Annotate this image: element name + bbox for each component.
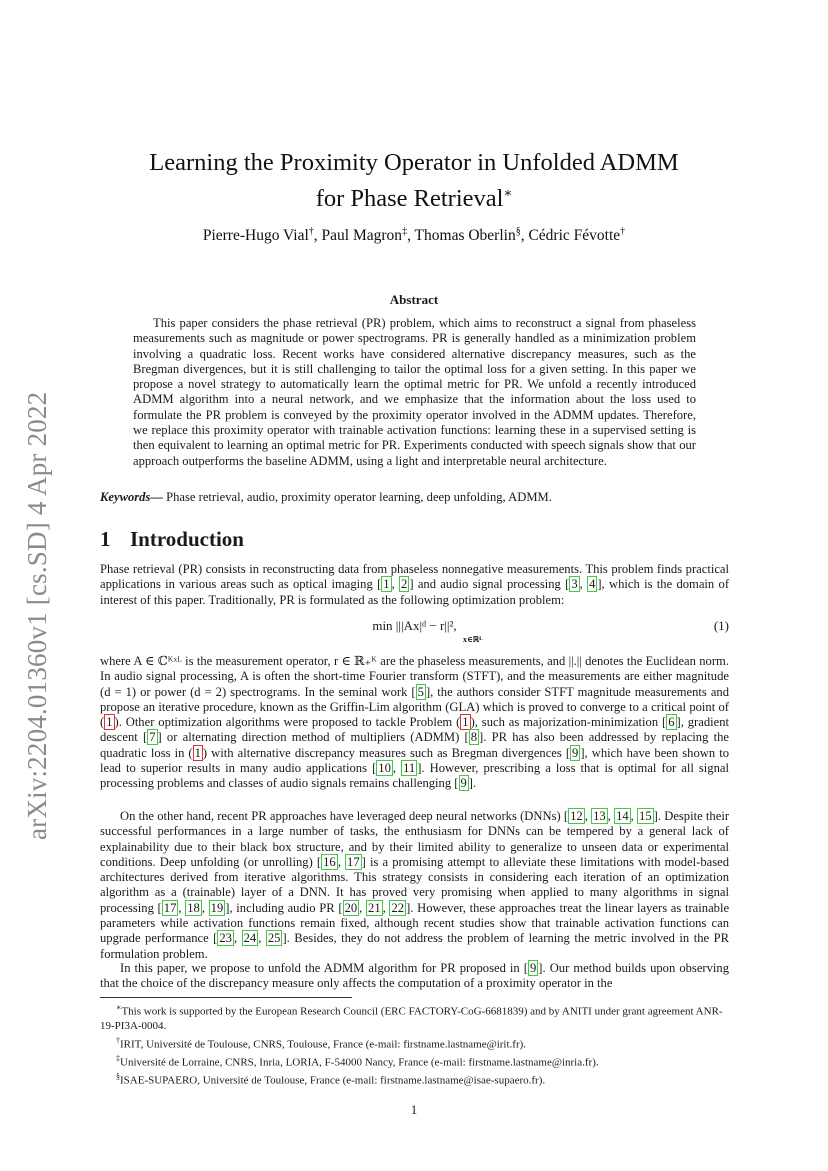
paragraph-text: , — [391, 577, 400, 592]
footnote — [100, 1034, 729, 1052]
paragraph-text: , — [579, 577, 588, 592]
author-list — [100, 226, 728, 245]
paragraph-text: ] is a promising attempt to alleviate these limitations with model-based architectures derived from iterative algorithms. This strategy consists in considering each iteration of an optimization algorithm as a (trainable) layer of a DNN. It has proved very promising when applied to many algorithms in signal processing [ — [100, 854, 729, 915]
author-name: Thomas Oberlin — [414, 227, 516, 245]
footnote — [100, 1001, 729, 1034]
paragraph-text: ), such as majorization-minimization [ — [470, 715, 667, 730]
keywords-line — [100, 490, 728, 505]
abstract-text: This paper considers the phase retrieval (PR) problem, which aims to reconstruct a signal from phaseless measurements such as magnitude or power spectrograms. PR is generally handled as a minimization problem involving a quadratic loss. Recent works have considered alternative discrepancy measures, such as the Bregman divergences, but it is still challenging to tailor the optimal loss for a given setting. In this paper we propose a novel strategy to automatically learn the optimal metric for PR. We unfold a recently introduced ADMM algorithm into a neural network, and we emphasize that the information about the loss used to formulate the PR problem is conveyed by the proximity operator involved in the ADMM updates. Therefore, we replace this proximity operator with trainable activation functions: learning these in a supervised setting is then equivalent to learning an optimal metric for PR. Experiments conducted with speech signals show that our approach outperforms the baseline ADMM, using a light and interpretable neural architecture. — [133, 316, 696, 468]
equation-1 — [100, 616, 729, 646]
paragraph-text: , — [201, 900, 209, 915]
footnote-mark: ‡ — [116, 1053, 120, 1063]
author-affiliation-mark[interactable]: ‡ — [402, 226, 408, 237]
paragraph-text: ] or alternating direction method of multipliers (ADMM) [ — [157, 730, 469, 745]
paragraph-text: ], including audio PR [ — [225, 900, 343, 915]
paragraph-text: ], which have been shown to lead to superior results in many audio applications [ — [100, 745, 729, 776]
footnote-rule — [100, 997, 352, 998]
citation-link[interactable]: 23 — [219, 931, 232, 946]
paragraph-text: ], the authors consider STFT magnitude measurements and propose an iterative procedure, known as the Griffin-Lim algorithm (GLA) which is proved to converge to a critical point of ( — [100, 684, 729, 730]
intro-paragraph-4 — [100, 961, 729, 992]
citation-link[interactable]: 13 — [593, 809, 606, 823]
citation-link[interactable]: 17 — [347, 854, 360, 869]
arxiv-identifier-stamp[interactable]: arXiv:2204.01360v1 [cs.SD] 4 Apr 2022 — [22, 391, 52, 840]
paragraph-text: , — [607, 809, 615, 823]
equation-reference-link[interactable]: 1 — [194, 745, 201, 760]
equation-reference-link[interactable]: 1 — [462, 715, 469, 730]
citation-link[interactable]: 19 — [210, 900, 224, 915]
citation-link[interactable]: 9 — [460, 776, 467, 791]
keywords-text: Phase retrieval, audio, proximity operator learning, deep unfolding, ADMM. — [162, 490, 552, 504]
paragraph-text: ]. Despite their successful performances in a large number of tasks, the enthusiasm for DNNs can be tempered by a general lack of explainability due to their black box structure, and by their limited ability to generalize to unseen data or experimental conditions. Deep unfolding (or unrolling) [ — [100, 809, 730, 869]
author-name: Pierre-Hugo Vial — [202, 227, 309, 245]
paragraph-text: On the other hand, recent PR approaches have leveraged deep neural networks (DNNs) [ — [120, 809, 569, 823]
equation-reference-link[interactable]: 1 — [106, 715, 113, 730]
author-separator: , — [313, 227, 322, 245]
citation-link[interactable]: 22 — [391, 900, 405, 915]
footnote — [100, 1052, 729, 1070]
paragraph-text: , — [392, 761, 402, 776]
footnote-mark: † — [116, 1035, 120, 1045]
paragraph-text: ]. Our method builds upon observing that the choice of the discrepancy measure only affects the computation of a proximity operator in the — [100, 961, 729, 991]
author-affiliation-mark[interactable]: † — [308, 226, 314, 237]
equation-body: min |||Ax|ᵈ − r||², — [372, 618, 457, 633]
citation-link[interactable]: 18 — [187, 900, 200, 915]
section-heading — [100, 527, 244, 552]
author-name: Paul Magron — [321, 227, 403, 245]
paragraph-text: ]. PR has also been addressed by replacing the quadratic loss in ( — [100, 730, 730, 760]
paragraph-text: , — [233, 931, 242, 946]
author-separator: , — [407, 227, 415, 245]
paragraph-text: In this paper, we propose to unfold the ADMM algorithm for PR proposed in [ — [120, 961, 528, 975]
paragraph-text: , — [178, 900, 186, 915]
paragraph-text: ]. Besides, they do not address the problem of learning the metric involved in the PR formulation problem. — [100, 931, 730, 961]
title-line-2-text: for Phase Retrieval — [315, 185, 504, 213]
citation-link[interactable]: 9 — [572, 745, 579, 760]
citation-link[interactable]: 10 — [378, 761, 391, 776]
citation-link[interactable]: 5 — [417, 684, 424, 699]
footnote-mark: § — [116, 1071, 120, 1081]
footnote-text: Université de Lorraine, CNRS, Inria, LORIA, F-54000 Nancy, France (e-mail: firstname.lastname@inria.fr). — [120, 1056, 599, 1069]
paragraph-text: where A ∈ ℂᴷˣᴸ is the measurement operator, r ∈ ℝ₊ᴷ are the phaseless measurements, and ||.|| denotes the Euclidean norm. In audio signal processing, A is often the short-time Fourier transform (STFT), and the measurements are either magnitude (d = 1) or power (d = 2) spectrograms. In the seminal work [ — [100, 654, 729, 699]
paragraph-text: ] and audio signal processing [ — [409, 577, 570, 592]
citation-link[interactable]: 4 — [589, 577, 596, 592]
paragraph-text: , — [359, 900, 367, 915]
author-affiliation-mark[interactable]: § — [515, 226, 521, 237]
section-number: 1 — [100, 527, 111, 551]
paragraph-text: ], gradient descent [ — [100, 715, 729, 745]
paragraph-text: , — [382, 900, 390, 915]
citation-link[interactable]: 17 — [163, 900, 177, 915]
citation-link[interactable]: 15 — [639, 809, 652, 823]
footnote-text: This work is supported by the European Research Council (ERC FACTORY-CoG-6681839) and by ANITI under grant agreement ANR-19-PI3A-0004. — [100, 1005, 723, 1033]
author-separator: , — [520, 227, 529, 245]
abstract-heading: Abstract — [389, 292, 439, 307]
citation-link[interactable]: 20 — [344, 900, 358, 915]
citation-link[interactable]: 16 — [323, 854, 336, 869]
citation-link[interactable]: 14 — [616, 809, 629, 823]
paragraph-text: Phase retrieval (PR) consists in reconstructing data from phaseless nonnegative measurements. This problem finds practical applications in various areas such as optical imaging [ — [100, 562, 729, 592]
paragraph-text: , — [584, 809, 592, 823]
citation-link[interactable]: 3 — [571, 577, 578, 592]
paragraph-text: ) with alternative discrepancy measures such as Bregman divergences [ — [202, 745, 571, 760]
footnotes — [100, 1001, 729, 1088]
paragraph-text: , — [337, 854, 346, 869]
footnote-text: IRIT, Université de Toulouse, CNRS, Toulouse, France (e-mail: firstname.lastname@irit.fr). — [120, 1038, 527, 1051]
citation-link[interactable]: 24 — [243, 931, 257, 946]
citation-link[interactable]: 2 — [401, 577, 408, 592]
citation-link[interactable]: 7 — [149, 730, 156, 745]
author-affiliation-mark[interactable]: † — [620, 226, 626, 237]
intro-paragraph-1 — [100, 562, 729, 608]
paragraph-text: ]. However, prescribing a loss that is optimal for all signal processing problems and classes of audio signals remains challenging [ — [100, 761, 729, 791]
paragraph-text: , — [258, 931, 266, 946]
intro-paragraph-2 — [100, 654, 729, 792]
paragraph-text: ]. However, these approaches treat the linear layers as trainable parameters while activation functions remain fixed, although recent studies show that trainable activation functions can upgrade performance [ — [100, 900, 730, 946]
keywords-label: Keywords— — [100, 490, 163, 504]
paragraph-text: ]. — [468, 776, 477, 791]
intro-paragraph-3 — [100, 809, 729, 962]
title-footnote-mark[interactable]: ∗ — [503, 185, 513, 200]
footnote — [100, 1070, 729, 1088]
title-line-1: Learning the Proximity Operator in Unfolded ADMM — [149, 149, 679, 176]
paragraph-text: ). Other optimization algorithms were proposed to tackle Problem ( — [114, 715, 461, 730]
section-title: Introduction — [130, 527, 244, 551]
citation-link[interactable]: 8 — [470, 730, 478, 745]
title-line-2 — [100, 178, 728, 214]
equation-subscript: x∈ℝᴸ — [463, 635, 483, 644]
citation-link[interactable]: 6 — [668, 715, 675, 730]
paragraph-text: , — [630, 809, 638, 823]
equation-number: (1) — [713, 618, 729, 633]
author-name: Cédric Févotte — [528, 227, 621, 245]
citation-link[interactable]: 9 — [530, 961, 537, 975]
citation-link[interactable]: 21 — [368, 900, 381, 915]
citation-link[interactable]: 11 — [403, 761, 416, 776]
citation-link[interactable]: 25 — [267, 931, 281, 946]
paper-title — [100, 148, 728, 214]
page-number: 1 — [410, 1102, 418, 1117]
footnote-text: ISAE-SUPAERO, Université de Toulouse, France (e-mail: firstname.lastname@isae-supaero.fr). — [120, 1074, 546, 1087]
citation-link[interactable]: 12 — [570, 809, 583, 823]
footnote-mark: ∗ — [116, 1003, 122, 1012]
paragraph-text: ], which is the domain of interest of this paper. Traditionally, PR is formulated as the following optimization problem: — [100, 577, 730, 607]
citation-link[interactable]: 1 — [383, 577, 390, 592]
